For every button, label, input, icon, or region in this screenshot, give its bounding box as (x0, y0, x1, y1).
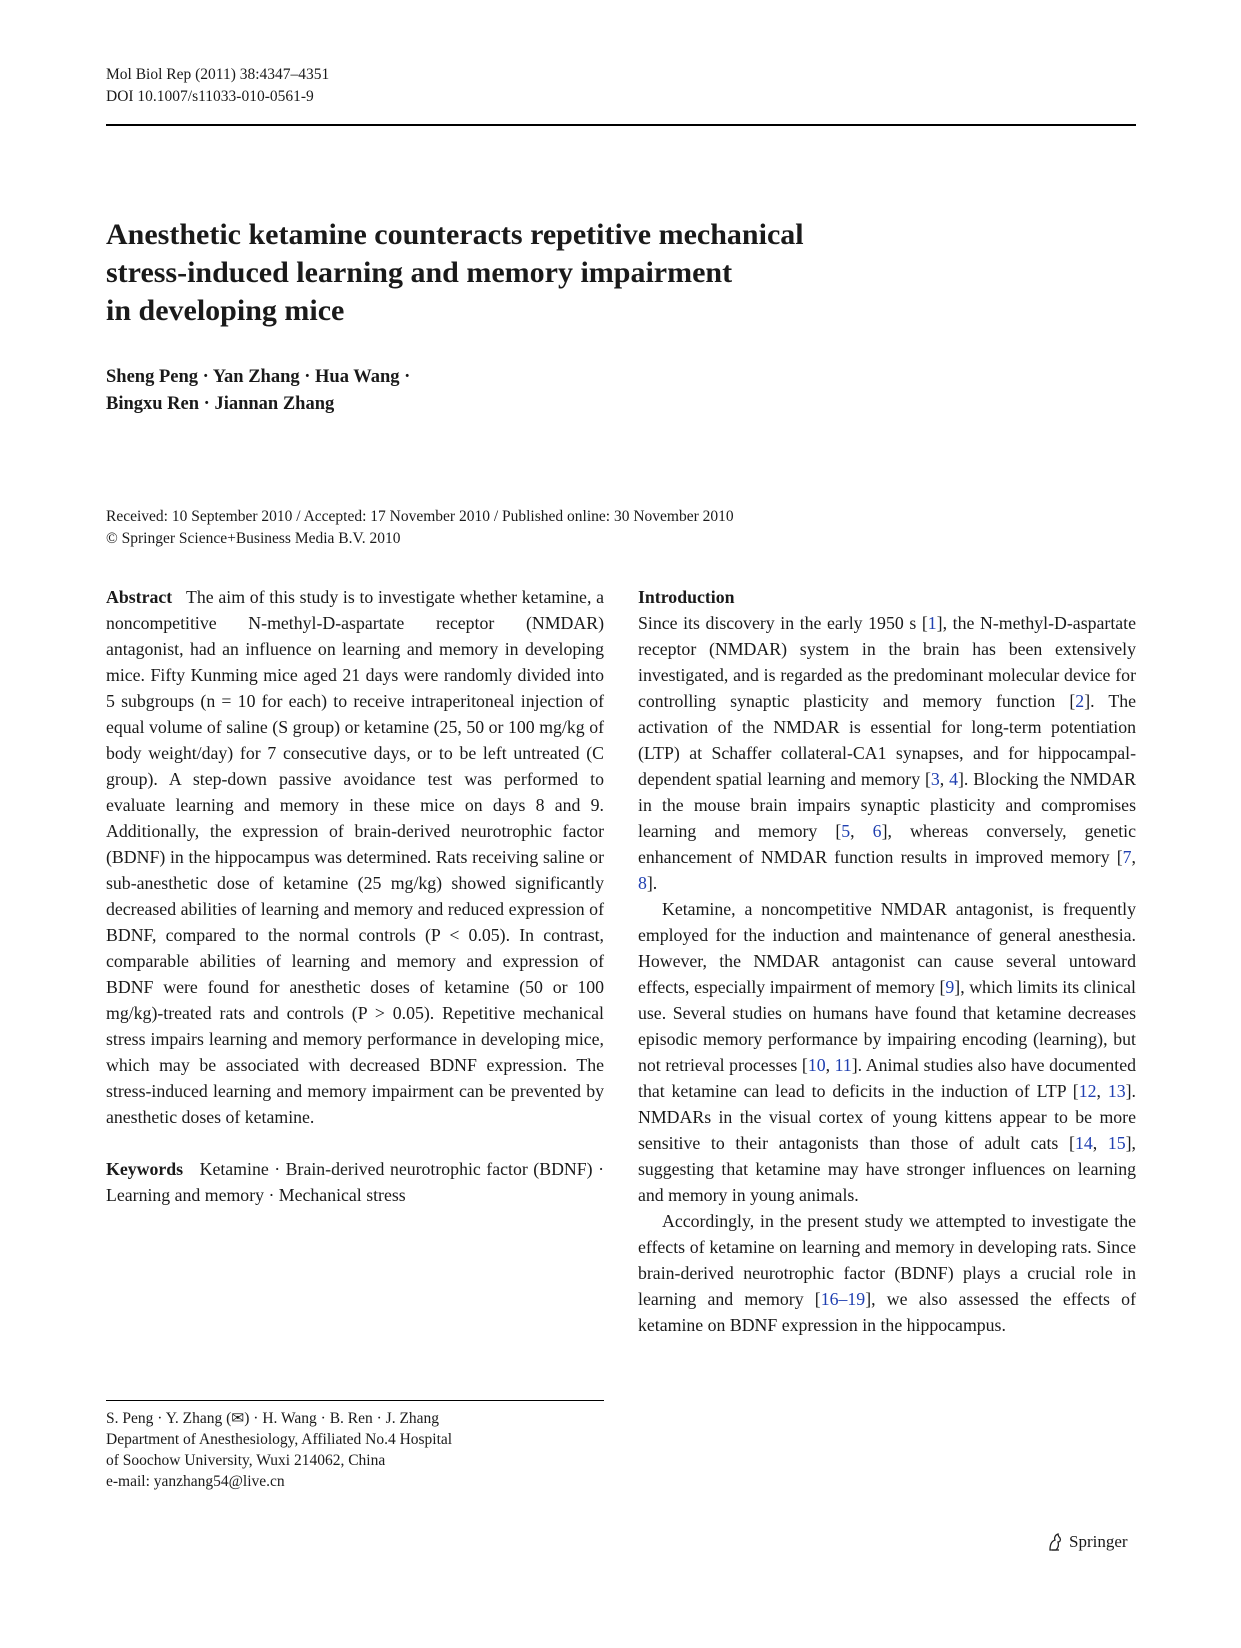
citation-link[interactable]: 8 (638, 873, 647, 893)
left-column (106, 584, 604, 1208)
abstract-heading: Abstract (106, 587, 173, 607)
text-run: Since its discovery in the early 1950 s [ (638, 613, 928, 633)
text-run: ]. NMDARs in the visual cortex of young kittens appear to be more sensitive to their antagonists than those of adult cats [ (638, 1081, 1136, 1153)
citation-link[interactable]: 10 (807, 1055, 826, 1075)
authors-line: Bingxu Ren · Jiannan Zhang (106, 394, 335, 414)
footnote-department: Department of Anesthesiology, Affiliated No.4 Hospital (106, 1431, 453, 1448)
citation-link[interactable]: 11 (834, 1055, 852, 1075)
text-run: Accordingly, in the present study we attempted to investigate the effects of ketamine on learning and memory in developing rats. Since brain-derived neurotrophic factor (BDNF) plays a crucial role in learning and memory [ (638, 1211, 1136, 1309)
citation-link[interactable]: 6 (872, 821, 882, 841)
abstract (106, 584, 604, 1130)
header-rule (106, 124, 1136, 126)
text-run: ], which limits its clinical use. Several studies on humans have found that ketamine decreases episodic memory performance by impairing encoding (learning), but not retrieval processes [ (638, 977, 1137, 1075)
text-run: ]. The activation of the NMDAR is essential for long-term potentiation (LTP) at Schaffer collateral-CA1 synapses, and for hippocampal-dependent spatial learning and memory [ (638, 691, 1136, 789)
intro-paragraph-3 (638, 1208, 1136, 1338)
title-line: in developing mice (106, 294, 345, 327)
author-list (106, 364, 410, 418)
keywords-heading: Keywords (106, 1159, 184, 1179)
doi: DOI 10.1007/s11033-010-0561-9 (106, 88, 314, 105)
citation-link[interactable]: 2 (1075, 691, 1085, 711)
authors-line: Sheng Peng · Yan Zhang · Hua Wang · (106, 367, 411, 387)
title-line: stress-induced learning and memory impairment (106, 256, 733, 289)
citation-link[interactable]: 16–19 (820, 1289, 866, 1309)
text-run: ], suggesting that ketamine may have stronger influences on learning and memory in young animals. (638, 1133, 1137, 1205)
text-run: ]. (646, 873, 658, 893)
intro-paragraph-1 (638, 610, 1136, 896)
introduction-heading: Introduction (638, 587, 735, 607)
journal-header (106, 64, 329, 108)
journal-citation: Mol Biol Rep (2011) 38:4347–4351 (106, 66, 330, 83)
text-run: , (1092, 1133, 1108, 1153)
received-line: Received: 10 September 2010 / Accepted: 17 November 2010 / Published online: 30 November 2010 (106, 508, 734, 525)
text-run: ]. Blocking the NMDAR in the mouse brain impairs synaptic plasticity and compromises learning and memory [ (638, 769, 1137, 841)
text-run: , (1131, 847, 1136, 867)
text-run: Ketamine, a noncompetitive NMDAR antagonist, is frequently employed for the induction and maintenance of general anesthesia. However, the NMDAR antagonist can cause several untoward effects, especially impairment of memory [ (638, 899, 1136, 997)
text-run: ], we also assessed the effects of ketamine on BDNF expression in the hippocampus. (638, 1289, 1136, 1335)
text-run: , (1096, 1081, 1108, 1101)
citation-link[interactable]: 1 (927, 613, 937, 633)
intro-paragraph-2 (638, 896, 1136, 1208)
citation-link[interactable]: 4 (949, 769, 958, 789)
keywords (106, 1156, 604, 1208)
citation-link[interactable]: 13 (1107, 1081, 1126, 1101)
footnote-email: e-mail: yanzhang54@live.cn (106, 1473, 285, 1490)
springer-logo (1046, 1532, 1128, 1552)
author-affiliation (106, 1408, 452, 1492)
text-run: ], the N-methyl-D-aspartate receptor (NMDAR) system in the brain has been extensively investigated, and is regarded as the predominant molecular device for controlling synaptic plasticity and memory function [ (638, 613, 1136, 711)
citation-link[interactable]: 3 (930, 769, 940, 789)
footnote-authors: S. Peng · Y. Zhang (✉) · H. Wang · B. Ren · J. Zhang (106, 1410, 440, 1427)
title-line: Anesthetic ketamine counteracts repetitive mechanical (106, 218, 804, 251)
keywords-text: Ketamine · Brain-derived neurotrophic factor (BDNF) · Learning and memory · Mechanical stress (106, 1159, 604, 1205)
abstract-text: The aim of this study is to investigate whether ketamine, a noncompetitive N-methyl-D-aspartate receptor (NMDAR) antagonist, had an influence on learning and memory in developing mice. Fifty Kunming mice aged 21 days were randomly divided into 5 subgroups (n = 10 for each) to receive intraperitoneal injection of equal volume of saline (S group) or ketamine (25, 50 or 100 mg/kg of body weight/day) for 7 consecutive days, or to be left untreated (C group). A step-down passive avoidance test was performed to evaluate learning and memory in these mice on days 8 and 9. Additionally, the expression of brain-derived neurotrophic factor (BDNF) in the hippocampus was determined. Rats receiving saline or sub-anesthetic dose of ketamine (25 mg/kg) showed significantly decreased abilities of learning and memory and reduced expression of BDNF, compared to the normal controls (P < 0.05). In contrast, comparable abilities of learning and memory and expression of BDNF were found for anesthetic doses of ketamine (50 or 100 mg/kg)-treated rats and controls (P > 0.05). Repetitive mechanical stress impairs learning and memory performance in developing mice, which may be associated with decreased BDNF expression. The stress-induced learning and memory impairment can be prevented by anesthetic doses of ketamine. (106, 587, 604, 1127)
text-run: , (850, 821, 873, 841)
publisher-name: Springer (1069, 1532, 1128, 1551)
citation-link[interactable]: 5 (841, 821, 851, 841)
right-column (638, 584, 1136, 1338)
citation-link[interactable]: 7 (1122, 847, 1132, 867)
springer-horse-icon (1046, 1532, 1064, 1552)
citation-link[interactable]: 14 (1074, 1133, 1093, 1153)
publication-dates (106, 506, 734, 550)
text-run: ], whereas conversely, genetic enhancement of NMDAR function results in improved memory [ (638, 821, 1136, 867)
text-run: , (939, 769, 950, 789)
footnote-rule (106, 1400, 604, 1401)
citation-link[interactable]: 15 (1107, 1133, 1126, 1153)
citation-link[interactable]: 12 (1078, 1081, 1097, 1101)
text-run: ]. Animal studies also have documented that ketamine can lead to deficits in the induction of LTP [ (638, 1055, 1136, 1101)
text-run: , (825, 1055, 835, 1075)
article-title (106, 216, 936, 330)
copyright-line: © Springer Science+Business Media B.V. 2010 (106, 530, 401, 547)
footnote-university: of Soochow University, Wuxi 214062, China (106, 1452, 386, 1469)
citation-link[interactable]: 9 (945, 977, 955, 997)
